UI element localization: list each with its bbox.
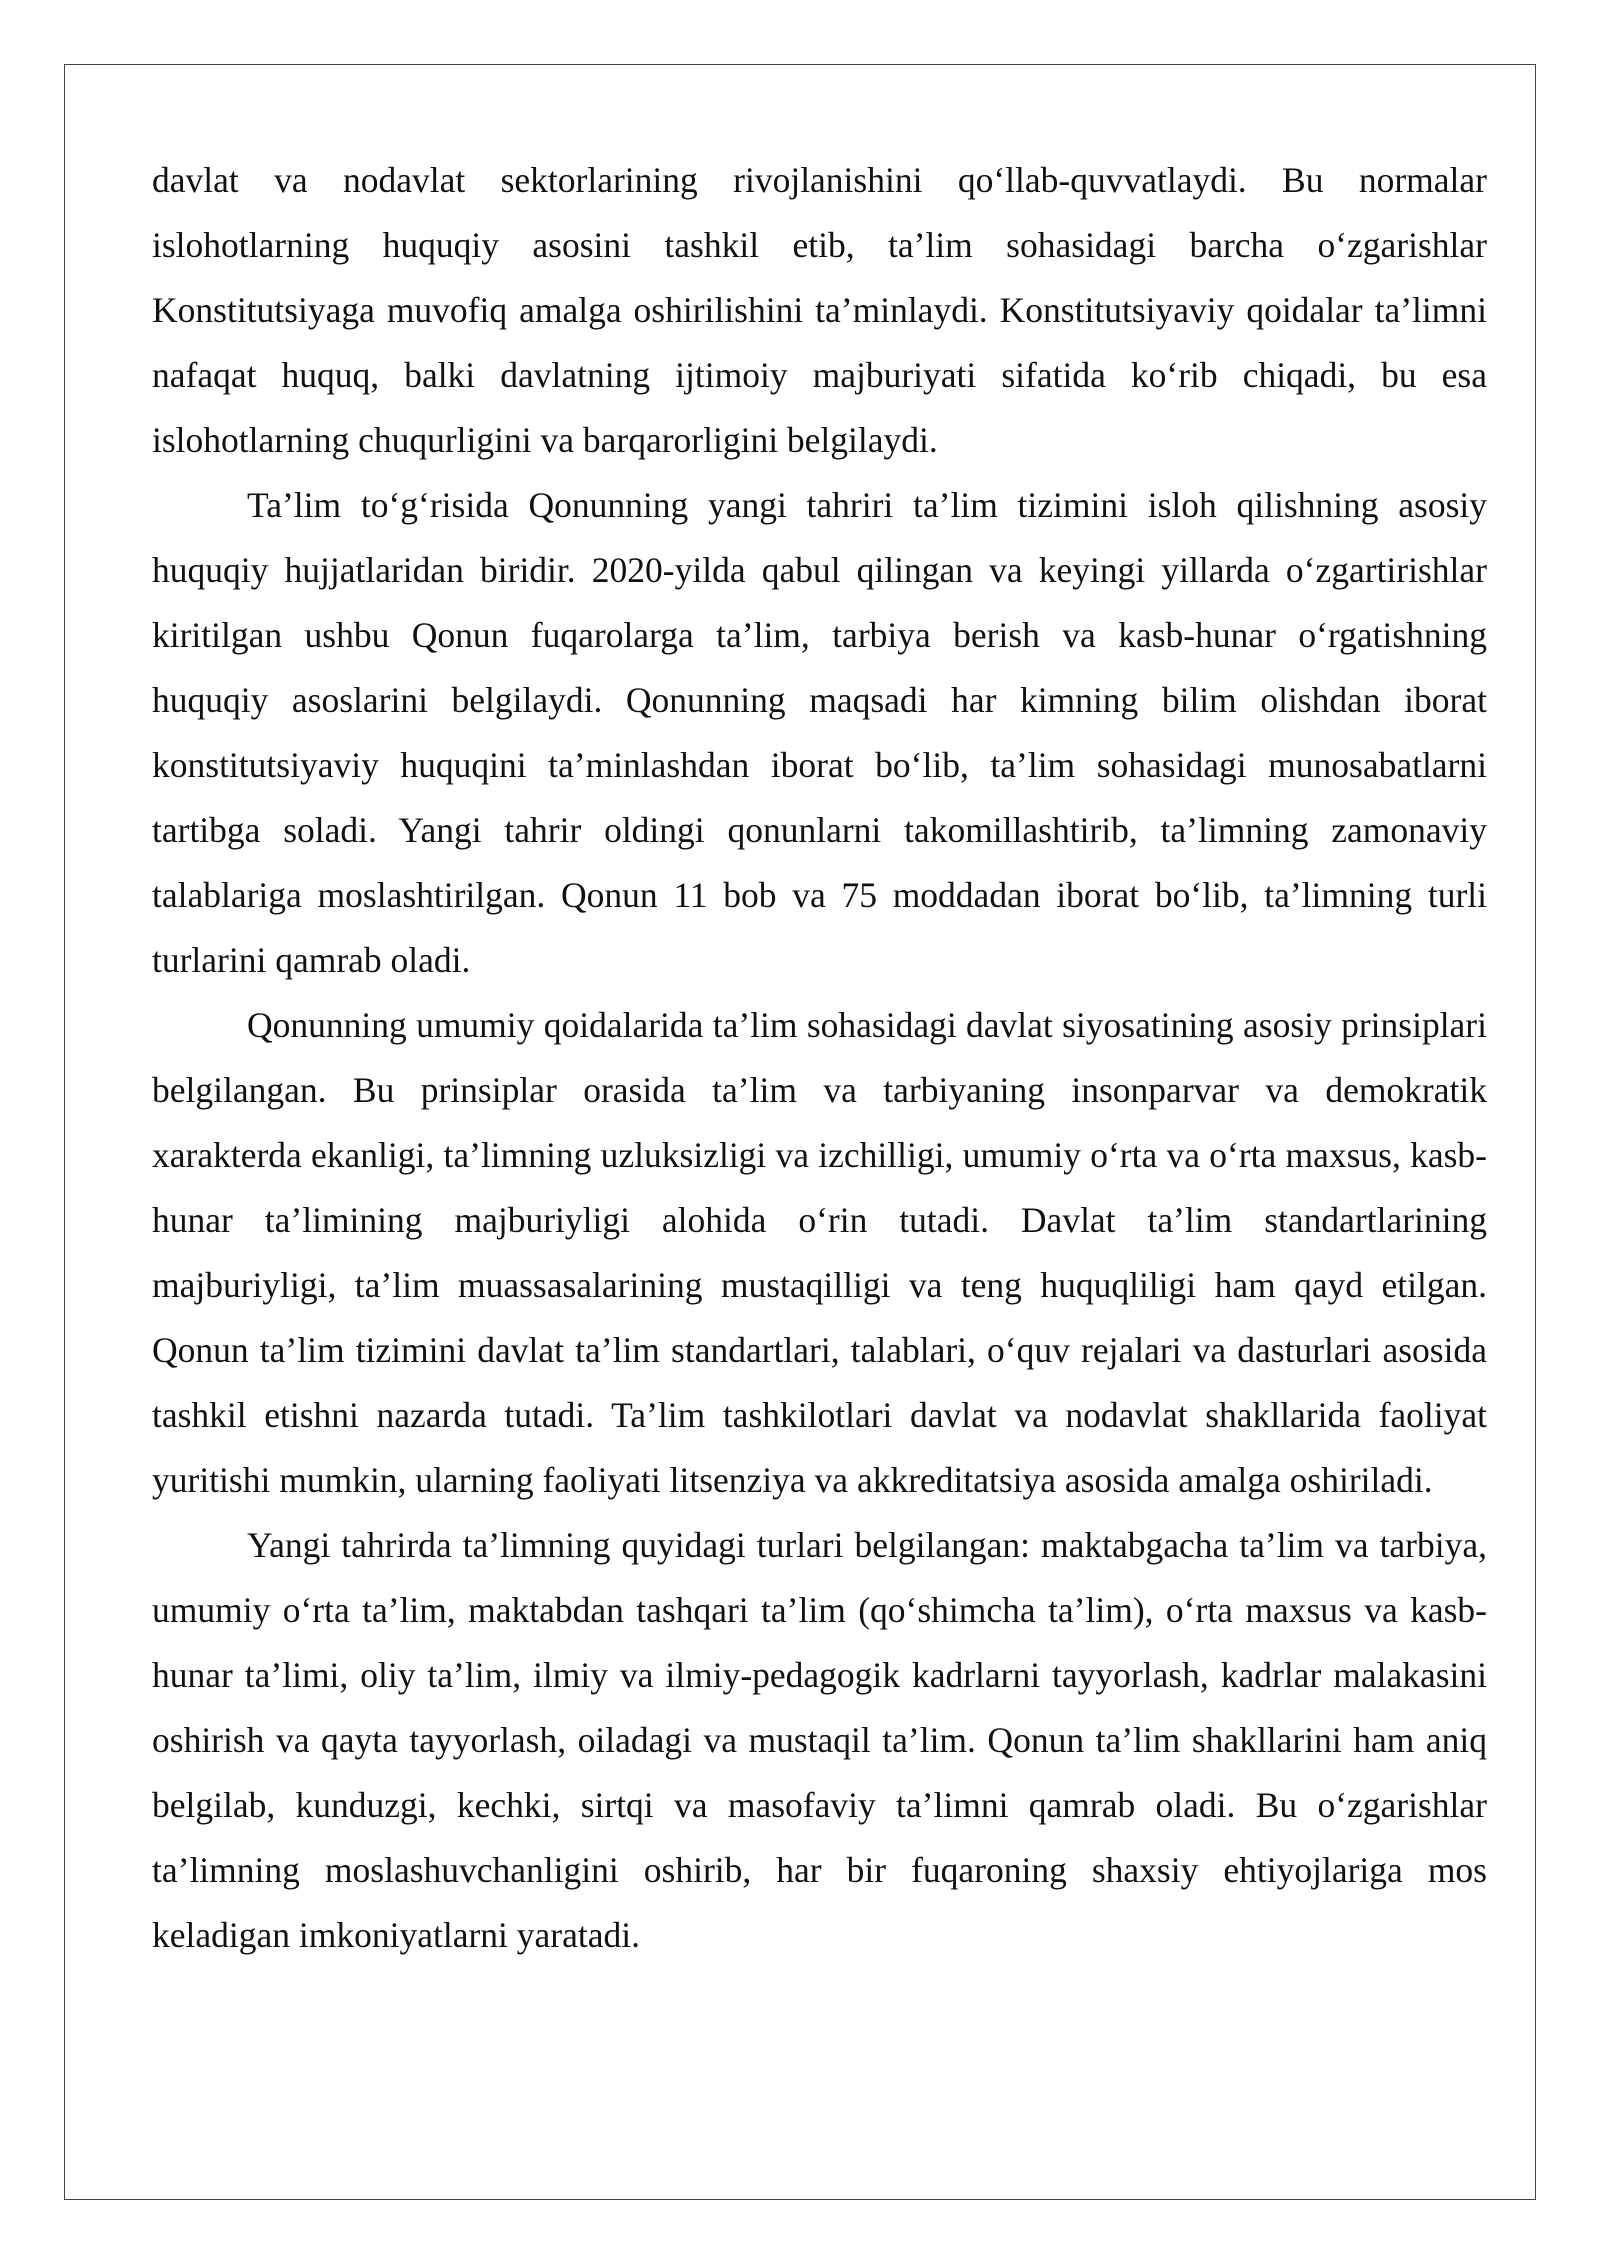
- paragraph-4: Yangi tahrirda ta’limning quyidagi turlari belgilangan: maktabgacha ta’lim va tarbiya, umumiy o‘rta ta’lim, maktabdan tashqari ta’lim (qo‘shimcha ta’lim), o‘rta maxsus va kasb-hunar ta’limi, oliy ta’lim, ilmiy va ilmiy-pedagogik kadrlarni tayyorlash, kadrlar malakasini oshirish va qayta tayyorlash, oiladagi va mustaqil ta’lim. Qonun ta’lim shakllarini ham aniq belgilab, kunduzgi, kechki, sirtqi va masofaviy ta’limni qamrab oladi. Bu o‘zgarishlar ta’limning moslashuvchanligini oshirib, har bir fuqaroning shaxsiy ehtiyojlariga mos keladigan imkoniyatlarni yaratadi.: [152, 1525, 1487, 1955]
- document-body: [152, 148, 1487, 1968]
- paragraph-1: davlat va nodavlat sektorlarining rivojlanishini qo‘llab-quvvatlaydi. Bu normalar islohotlarning huquqiy asosini tashkil etib, ta’lim sohasidagi barcha o‘zgarishlar Konstitutsiyaga muvofiq amalga oshirilishini ta’minlaydi. Konstitutsiyaviy qoidalar ta’limni nafaqat huquq, balki davlatning ijtimoiy majburiyati sifatida ko‘rib chiqadi, bu esa islohotlarning chuqurligini va barqarorligini belgilaydi.: [152, 160, 1487, 460]
- paragraph-2: Ta’lim to‘g‘risida Qonunning yangi tahriri ta’lim tizimini isloh qilishning asosiy huquqiy hujjatlaridan biridir. 2020-yilda qabul qilingan va keyingi yillarda o‘zgartirishlar kiritilgan ushbu Qonun fuqarolarga ta’lim, tarbiya berish va kasb-hunar o‘rgatishning huquqiy asoslarini belgilaydi. Qonunning maqsadi har kimning bilim olishdan iborat konstitutsiyaviy huquqini ta’minlashdan iborat bo‘lib, ta’lim sohasidagi munosabatlarni tartibga soladi. Yangi tahrir oldingi qonunlarni takomillashtirib, ta’limning zamonaviy talablariga moslashtirilgan. Qonun 11 bob va 75 moddadan iborat bo‘lib, ta’limning turli turlarini qamrab oladi.: [152, 485, 1487, 980]
- paragraph-3: Qonunning umumiy qoidalarida ta’lim sohasidagi davlat siyosatining asosiy prinsiplari belgilangan. Bu prinsiplar orasida ta’lim va tarbiyaning insonparvar va demokratik xarakterda ekanligi, ta’limning uzluksizligi va izchilligi, umumiy o‘rta va o‘rta maxsus, kasb-hunar ta’limining majburiyligi alohida o‘rin tutadi. Davlat ta’lim standartlarining majburiyligi, ta’lim muassasalarining mustaqilligi va teng huquqliligi ham qayd etilgan. Qonun ta’lim tizimini davlat ta’lim standartlari, talablari, o‘quv rejalari va dasturlari asosida tashkil etishni nazarda tutadi. Ta’lim tashkilotlari davlat va nodavlat shakllarida faoliyat yuritishi mumkin, ularning faoliyati litsenziya va akkreditatsiya asosida amalga oshiriladi.: [152, 1005, 1487, 1500]
